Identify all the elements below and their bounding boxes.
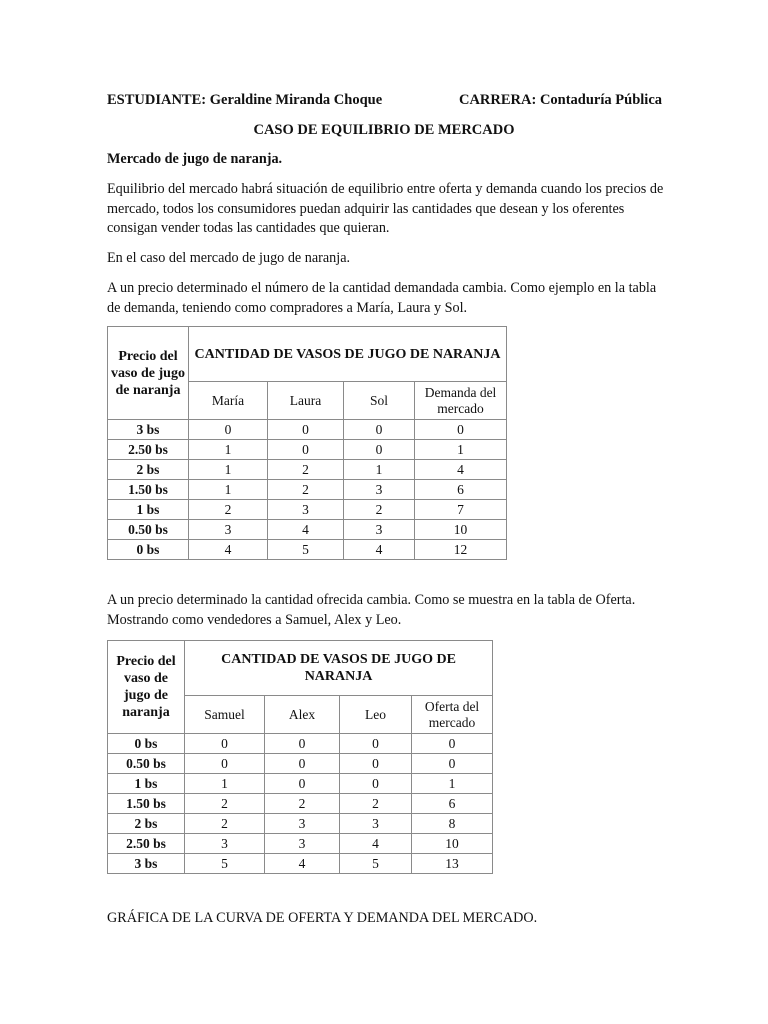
demand-value-cell: 0 <box>268 420 344 440</box>
supply-table <box>107 640 493 874</box>
supply-table-row <box>108 794 493 814</box>
demand-column-header: María <box>189 382 268 420</box>
demand-price-cell: 2.50 bs <box>108 440 189 460</box>
paragraph-demand-intro: A un precio determinado el número de la cantidad demandada cambia. Como ejemplo en la tabla de demanda, teniendo como compradores a María, Laura y Sol. <box>107 280 657 316</box>
supply-value-cell: 3 <box>265 834 340 854</box>
supply-table-row <box>108 814 493 834</box>
supply-value-cell: 5 <box>185 854 265 874</box>
supply-table-row <box>108 834 493 854</box>
supply-value-cell: 2 <box>185 814 265 834</box>
supply-value-cell: 3 <box>340 814 412 834</box>
demand-value-cell: 0 <box>189 420 268 440</box>
demand-value-cell: 7 <box>415 500 507 520</box>
demand-value-cell: 1 <box>415 440 507 460</box>
supply-value-cell: 13 <box>412 854 493 874</box>
demand-value-cell: 6 <box>415 480 507 500</box>
supply-group-header: CANTIDAD DE VASOS DE JUGO DE NARANJA <box>185 641 493 696</box>
demand-table-row <box>108 460 507 480</box>
demand-table-row <box>108 440 507 460</box>
demand-value-cell: 2 <box>268 460 344 480</box>
demand-value-cell: 10 <box>415 520 507 540</box>
supply-value-cell: 1 <box>185 774 265 794</box>
demand-value-cell: 1 <box>189 440 268 460</box>
demand-value-cell: 2 <box>268 480 344 500</box>
demand-group-header: CANTIDAD DE VASOS DE JUGO DE NARANJA <box>189 327 507 382</box>
supply-price-cell: 1.50 bs <box>108 794 185 814</box>
supply-value-cell: 0 <box>412 754 493 774</box>
supply-value-cell: 0 <box>265 734 340 754</box>
demand-value-cell: 3 <box>268 500 344 520</box>
supply-value-cell: 0 <box>340 734 412 754</box>
supply-value-cell: 2 <box>185 794 265 814</box>
supply-column-header: Leo <box>340 696 412 734</box>
demand-price-header: Precio del vaso de jugo de naranja <box>108 327 189 420</box>
supply-column-header: Alex <box>265 696 340 734</box>
supply-value-cell: 5 <box>340 854 412 874</box>
demand-table-row <box>108 540 507 560</box>
supply-value-cell: 0 <box>185 734 265 754</box>
supply-value-cell: 0 <box>265 774 340 794</box>
student-name: ESTUDIANTE: Geraldine Miranda Choque <box>107 92 383 108</box>
supply-value-cell: 3 <box>185 834 265 854</box>
supply-value-cell: 0 <box>412 734 493 754</box>
demand-value-cell: 4 <box>268 520 344 540</box>
supply-value-cell: 8 <box>412 814 493 834</box>
demand-value-cell: 0 <box>344 420 415 440</box>
supply-price-cell: 0 bs <box>108 734 185 754</box>
demand-value-cell: 0 <box>415 420 507 440</box>
demand-value-cell: 4 <box>189 540 268 560</box>
supply-table-row <box>108 734 493 754</box>
demand-price-cell: 1.50 bs <box>108 480 189 500</box>
supply-value-cell: 4 <box>265 854 340 874</box>
document-title: CASO DE EQUILIBRIO DE MERCADO <box>253 122 515 138</box>
demand-value-cell: 0 <box>268 440 344 460</box>
demand-column-header: Laura <box>268 382 344 420</box>
demand-value-cell: 4 <box>344 540 415 560</box>
supply-value-cell: 4 <box>340 834 412 854</box>
demand-value-cell: 5 <box>268 540 344 560</box>
supply-value-cell: 0 <box>265 754 340 774</box>
demand-value-cell: 1 <box>189 480 268 500</box>
demand-column-header: Sol <box>344 382 415 420</box>
supply-value-cell: 1 <box>412 774 493 794</box>
demand-price-cell: 3 bs <box>108 420 189 440</box>
supply-column-header: Samuel <box>185 696 265 734</box>
demand-value-cell: 12 <box>415 540 507 560</box>
demand-column-header: Demanda del mercado <box>415 382 507 420</box>
supply-price-cell: 2.50 bs <box>108 834 185 854</box>
supply-value-cell: 10 <box>412 834 493 854</box>
supply-table-row <box>108 774 493 794</box>
career-name: CARRERA: Contaduría Pública <box>458 92 662 108</box>
supply-value-cell: 3 <box>265 814 340 834</box>
supply-price-header: Precio del vaso de jugo de naranja <box>108 641 185 734</box>
supply-value-cell: 6 <box>412 794 493 814</box>
demand-price-cell: 0.50 bs <box>108 520 189 540</box>
paragraph-supply-intro: A un precio determinado la cantidad ofrecida cambia. Como se muestra en la tabla de Oferta. Mostrando como vendedores a Samuel, Alex y Leo. <box>107 592 636 628</box>
demand-value-cell: 4 <box>415 460 507 480</box>
supply-value-cell: 2 <box>265 794 340 814</box>
supply-value-cell: 2 <box>340 794 412 814</box>
demand-table-row <box>108 520 507 540</box>
demand-value-cell: 3 <box>344 520 415 540</box>
section-subtitle: Mercado de jugo de naranja. <box>107 151 283 167</box>
demand-price-cell: 0 bs <box>108 540 189 560</box>
supply-price-cell: 2 bs <box>108 814 185 834</box>
supply-value-cell: 0 <box>340 754 412 774</box>
paragraph-case: En el caso del mercado de jugo de naranja. <box>107 250 351 266</box>
chart-caption: GRÁFICA DE LA CURVA DE OFERTA Y DEMANDA DEL MERCADO. <box>107 910 538 926</box>
supply-column-header: Oferta del mercado <box>412 696 493 734</box>
demand-value-cell: 0 <box>344 440 415 460</box>
demand-price-cell: 1 bs <box>108 500 189 520</box>
demand-value-cell: 1 <box>189 460 268 480</box>
supply-value-cell: 0 <box>340 774 412 794</box>
supply-table-row <box>108 854 493 874</box>
demand-table-row <box>108 480 507 500</box>
demand-value-cell: 3 <box>189 520 268 540</box>
supply-price-cell: 0.50 bs <box>108 754 185 774</box>
demand-value-cell: 2 <box>344 500 415 520</box>
demand-value-cell: 1 <box>344 460 415 480</box>
supply-price-cell: 1 bs <box>108 774 185 794</box>
supply-price-cell: 3 bs <box>108 854 185 874</box>
header-row <box>107 92 662 109</box>
paragraph-equilibrium: Equilibrio del mercado habrá situación de equilibrio entre oferta y demanda cuando los precios de mercado, todos los consumidores puedan adquirir las cantidades que desean y los oferentes consigan vender todas las cantidades que quieran. <box>107 181 664 236</box>
supply-table-row <box>108 754 493 774</box>
demand-value-cell: 2 <box>189 500 268 520</box>
demand-value-cell: 3 <box>344 480 415 500</box>
supply-value-cell: 0 <box>185 754 265 774</box>
demand-table-row <box>108 420 507 440</box>
demand-table <box>107 326 507 560</box>
demand-price-cell: 2 bs <box>108 460 189 480</box>
demand-table-row <box>108 500 507 520</box>
